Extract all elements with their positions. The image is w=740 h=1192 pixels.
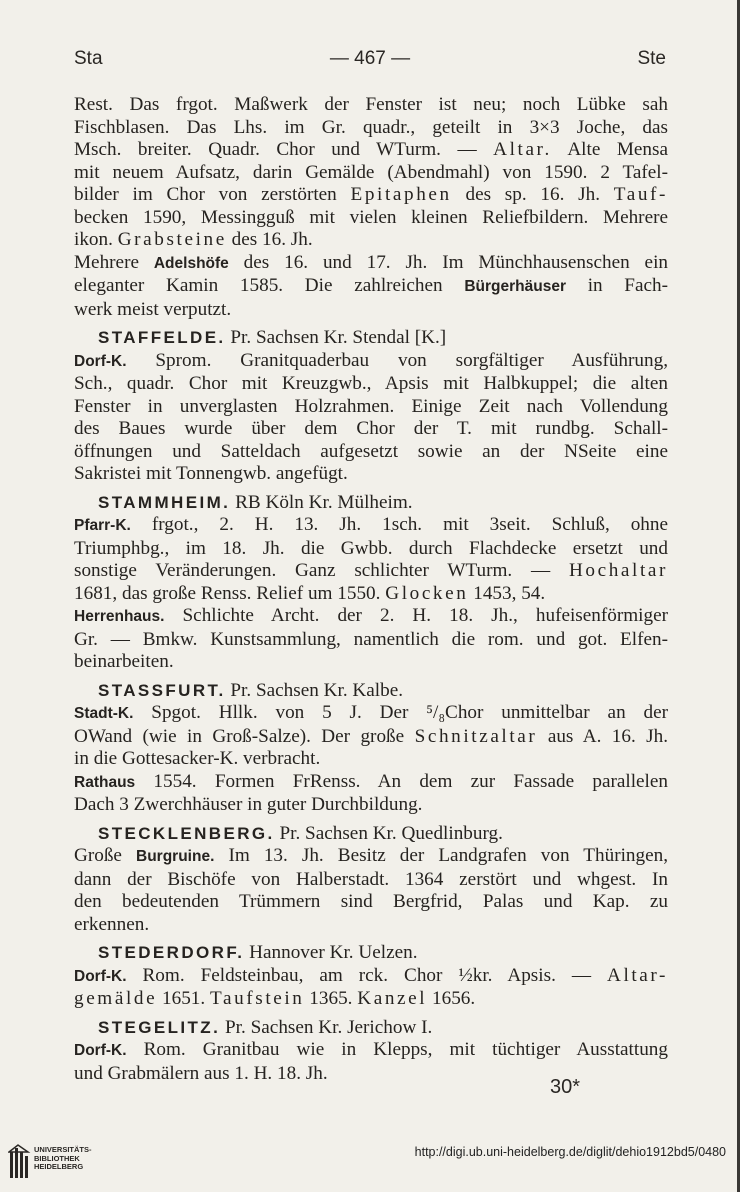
- text-line: Herrenhaus. Schlichte Archt. der 2. H. 18. Jh., hufeisenförmiger: [74, 605, 669, 626]
- text-line: in die Gottesacker-K. verbracht.: [74, 748, 321, 769]
- keyword: Adelshöfe: [153, 254, 229, 272]
- text-line: Triumphbg., im 18. Jh. die Gwbb. durch Flachdecke ersetzt und: [74, 537, 668, 559]
- page-number: — 467 —: [329, 48, 411, 69]
- text-line: gemälde 1651. Taufstein 1365. Kanzel 1656.: [74, 988, 476, 1009]
- text-line: sonstige Veränderungen. Ganz schlichter WTurm. — Hochaltar: [74, 560, 669, 581]
- text-line: Dorf-K. Rom. Feldsteinbau, am rck. Chor ½kr. Apsis. — Altar-: [74, 964, 669, 986]
- text-line: beinarbeiten.: [74, 651, 174, 672]
- text-line: Pfarr-K. frgot., 2. H. 13. Jh. 1sch. mit 3seit. Schluß, ohne: [74, 514, 669, 535]
- keyword: Burgruine.: [136, 848, 215, 865]
- place-name: STASSFURT.: [97, 680, 226, 700]
- text-line: ikon. Grabsteine des 16. Jh.: [74, 229, 313, 250]
- header-right: Ste: [637, 48, 666, 69]
- running-header: [74, 48, 666, 74]
- text-line: Mehrere Adelshöfe des 16. und 17. Jh. Im Münchhausenschen ein: [74, 251, 669, 273]
- text-body: [74, 94, 668, 1085]
- text-line: 1681, das große Renss. Relief um 1550. Glocken 1453, 54.: [74, 582, 546, 604]
- text-line: Fenster in unverglasten Holzrahmen. Einige Zeit nach Vollendung: [74, 395, 668, 417]
- entry-heading: STEGELITZ. Pr. Sachsen Kr. Jerichow I.: [97, 1016, 433, 1038]
- place-name: STAFFELDE.: [97, 328, 226, 347]
- entry-heading: STEDERDORF. Hannover Kr. Uelzen.: [97, 942, 418, 963]
- text-line: Msch. breiter. Quadr. Chor und WTurm. — Altar. Alte Mensa: [74, 139, 668, 160]
- keyword: Herrenhaus.: [74, 608, 165, 625]
- source-url[interactable]: http://digi.ub.uni-heidelberg.de/diglit/dehio1912bd5/0480: [414, 1145, 726, 1159]
- header-left: Sta: [74, 48, 103, 69]
- text-line: öffnungen und Satteldach aufgesetzt sowie an der NSeite eine: [74, 440, 668, 462]
- signature-mark: 30*: [550, 1076, 581, 1098]
- text-line: Große Burgruine. Im 13. Jh. Besitz der Landgrafen von Thüringen,: [74, 845, 669, 866]
- entry-heading: STAMMHEIM. RB Köln Kr. Mülheim.: [97, 491, 413, 513]
- library-name: UNIVERSITÄTS- BIBLIOTHEK HEIDELBERG: [34, 1145, 92, 1171]
- keyword: Rathaus: [74, 773, 136, 791]
- entry-heading: STASSFURT. Pr. Sachsen Kr. Kalbe.: [97, 679, 404, 701]
- text-line: Sch., quadr. Chor mit Kreuzgwb., Apsis mit Halbkuppel; die alten: [74, 373, 668, 394]
- place-name: STEDERDORF.: [97, 943, 245, 962]
- text-line: dann der Bischöfe von Halberstadt. 1364 zerstört und whgest. In: [74, 868, 668, 890]
- text-line: Stadt-K. Spgot. Hllk. von 5 J. Der ⁵/₈Chor unmittelbar an der: [74, 702, 669, 723]
- text-line: Gr. — Bmkw. Kunstsammlung, namentlich die rom. und got. Elfen-: [74, 628, 668, 650]
- place-name: STAMMHEIM.: [97, 492, 231, 512]
- entry-heading: STECKLENBERG. Pr. Sachsen Kr. Quedlinburg.: [97, 822, 503, 844]
- text-line: Rest. Das frgot. Maßwerk der Fenster ist neu; noch Lübke sah: [74, 94, 668, 115]
- keyword: Dorf-K.: [74, 1042, 127, 1059]
- keyword: Stadt-K.: [74, 705, 134, 722]
- text-line: Dorf-K. Sprom. Granitquaderbau von sorgfältiger Ausführung,: [74, 349, 668, 371]
- text-line: und Grabmälern aus 1. H. 18. Jh.: [74, 1062, 328, 1084]
- text-line: den bedeutenden Trümmern sind Bergfrid, Palas und Kap. zu: [74, 891, 668, 912]
- text-line: Dorf-K. Rom. Granitbau wie in Klepps, mit tüchtiger Ausstattung: [74, 1039, 668, 1060]
- entry-heading: STAFFELDE. Pr. Sachsen Kr. Stendal [K.]: [97, 327, 447, 348]
- keyword: Dorf-K.: [74, 352, 127, 370]
- text-line: Sakristei mit Tonnengwb. angefügt.: [74, 463, 348, 484]
- keyword: Pfarr-K.: [74, 517, 131, 534]
- text-line: becken 1590, Messingguß mit vielen kleinen Reliefbildern. Mehrere: [74, 206, 668, 228]
- keyword: Bürgerhäuser: [464, 278, 566, 295]
- text-line: Rathaus 1554. Formen FrRenss. An dem zur Fassade parallelen: [74, 770, 668, 792]
- text-line: Fischblasen. Das Lhs. im Gr. quadr., geteilt in 3×3 Joche, das: [74, 116, 668, 138]
- keyword: Dorf-K.: [74, 967, 127, 985]
- text-line: erkennen.: [74, 913, 150, 935]
- place-name: STEGELITZ.: [97, 1017, 221, 1037]
- text-line: Dach 3 Zwerchhäuser in guter Durchbildung.: [74, 794, 423, 815]
- text-line: OWand (wie in Groß-Salze). Der große Schnitzaltar aus A. 16. Jh.: [74, 725, 669, 747]
- text-line: bilder im Chor von zerstörten Epitaphen des sp. 16. Jh. Tauf-: [74, 184, 669, 205]
- text-line: des Baues wurde über dem Chor der T. mit rundbg. Schall-: [74, 418, 668, 439]
- text-line: eleganter Kamin 1585. Die zahlreichen Bürgerhäuser in Fach-: [74, 275, 668, 296]
- text-line: mit neuem Aufsatz, darin Gemälde (Abendmahl) von 1590. 2 Tafel-: [74, 161, 668, 183]
- place-name: STECKLENBERG.: [97, 823, 275, 843]
- text-line: werk meist verputzt.: [74, 298, 232, 320]
